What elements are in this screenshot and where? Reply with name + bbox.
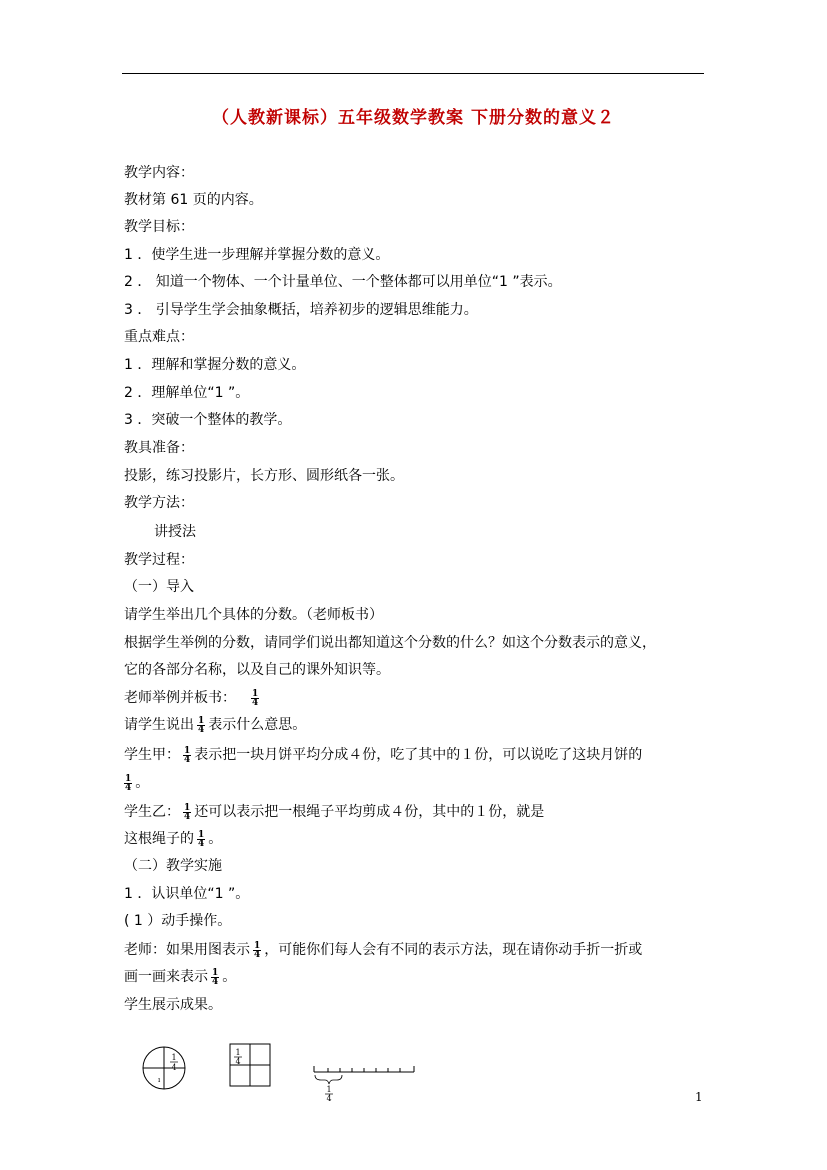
fraction-label: 4 xyxy=(235,1057,241,1066)
svg-text:ı: ı xyxy=(158,1076,161,1084)
text-line: 3 ． 引导学生学会抽象概括，培养初步的逻辑思维能力。 xyxy=(124,302,478,318)
text-line: 这根绳子的 $\frac{1}{4}$ 。 xyxy=(124,829,223,849)
text-line: 1 ．认识单位“1 ”。 xyxy=(124,886,250,902)
text-line: 1 ．理解和掌握分数的意义。 xyxy=(124,357,306,373)
text-line: 它的各部分名称，以及自己的课外知识等。 xyxy=(124,662,390,678)
text-line: 教学内容： xyxy=(124,165,194,181)
page-number: 1 xyxy=(695,1090,703,1104)
text-line: 请学生说出 $\frac{1}{4}$ 表示什么意思。 xyxy=(124,715,307,735)
text-line: 2 ． 知道一个物体、一个计量单位、一个整体都可以用单位“1 ”表示。 xyxy=(124,274,562,290)
text-line: $\frac{1}{4}$ 。 xyxy=(125,773,150,793)
fraction-one-quarter: $\frac{1}{4}$ xyxy=(198,715,205,735)
document-title: （人教新课标）五年级数学教案 下册分数的意义２ xyxy=(212,108,615,128)
text-line: 教学过程： xyxy=(124,552,194,568)
text-line: 1 ．使学生进一步理解并掌握分数的意义。 xyxy=(124,247,390,263)
header-rule xyxy=(122,73,704,74)
line-segment-quarter-figure xyxy=(308,1040,418,1102)
text-line: 2 ．理解单位“1 ”。 xyxy=(124,385,250,401)
fraction-label: 1 xyxy=(171,1053,177,1062)
fraction-label: 4 xyxy=(326,1094,332,1102)
text-line: 画一画来表示 $\frac{1}{4}$ 。 xyxy=(124,967,237,987)
fraction-label: 1 xyxy=(235,1048,241,1057)
text-line: 老师：如果用图表示 $\frac{1}{4}$ ，可能你们每人会有不同的表示方法，现在请你动手折一折或 xyxy=(124,940,643,960)
text-line: 请学生举出几个具体的分数。（老师板书） xyxy=(124,607,383,623)
text-line: 重点难点： xyxy=(124,329,194,345)
fraction-label: 1 xyxy=(326,1085,332,1094)
fraction-label: 4 xyxy=(171,1063,177,1072)
text-line: 投影，练习投影片，长方形、圆形纸各一张。 xyxy=(124,468,404,484)
text-line: （二）教学实施 xyxy=(124,858,222,874)
text-line: 教材第 61 页的内容。 xyxy=(124,192,263,208)
text-line: 学生甲： $\frac{1}{4}$ 表示把一块月饼平均分成４份，吃了其中的１份，可以说吃了这块月饼的 xyxy=(124,745,643,765)
text-line: 教学目标： xyxy=(124,219,194,235)
fraction-one-quarter: $\frac{1}{4}$ xyxy=(212,967,219,987)
text-line: 教学方法： xyxy=(124,495,194,511)
fraction-one-quarter: $\frac{1}{4}$ xyxy=(254,940,261,960)
text-line: 教具准备： xyxy=(124,440,194,456)
text-line: 学生乙： $\frac{1}{4}$ 还可以表示把一根绳子平均剪成４份，其中的１份，就是 xyxy=(124,802,545,822)
fraction-one-quarter: $\frac{1}{4}$ xyxy=(198,829,205,849)
text-line: （一）导入 xyxy=(124,579,194,595)
fraction-one-quarter: $\frac{1}{4}$ xyxy=(252,688,259,708)
fraction-one-quarter: $\frac{1}{4}$ xyxy=(184,802,191,822)
text-line: 学生展示成果。 xyxy=(124,997,222,1013)
text-line: 3 ．突破一个整体的教学。 xyxy=(124,412,292,428)
square-quarter-figure xyxy=(228,1040,274,1090)
text-line: 老师举例并板书： $\frac{1}{4}$ xyxy=(124,688,259,708)
fraction-one-quarter: $\frac{1}{4}$ xyxy=(125,773,132,793)
text-line: ( 1 ）动手操作。 xyxy=(124,913,232,929)
text-line: 根据学生举例的分数，请同学们说出都知道这个分数的什么？如这个分数表示的意义， xyxy=(124,635,656,651)
circle-quarter-figure xyxy=(140,1040,190,1096)
text-line: 讲授法 xyxy=(154,524,196,540)
fraction-one-quarter: $\frac{1}{4}$ xyxy=(184,745,191,765)
